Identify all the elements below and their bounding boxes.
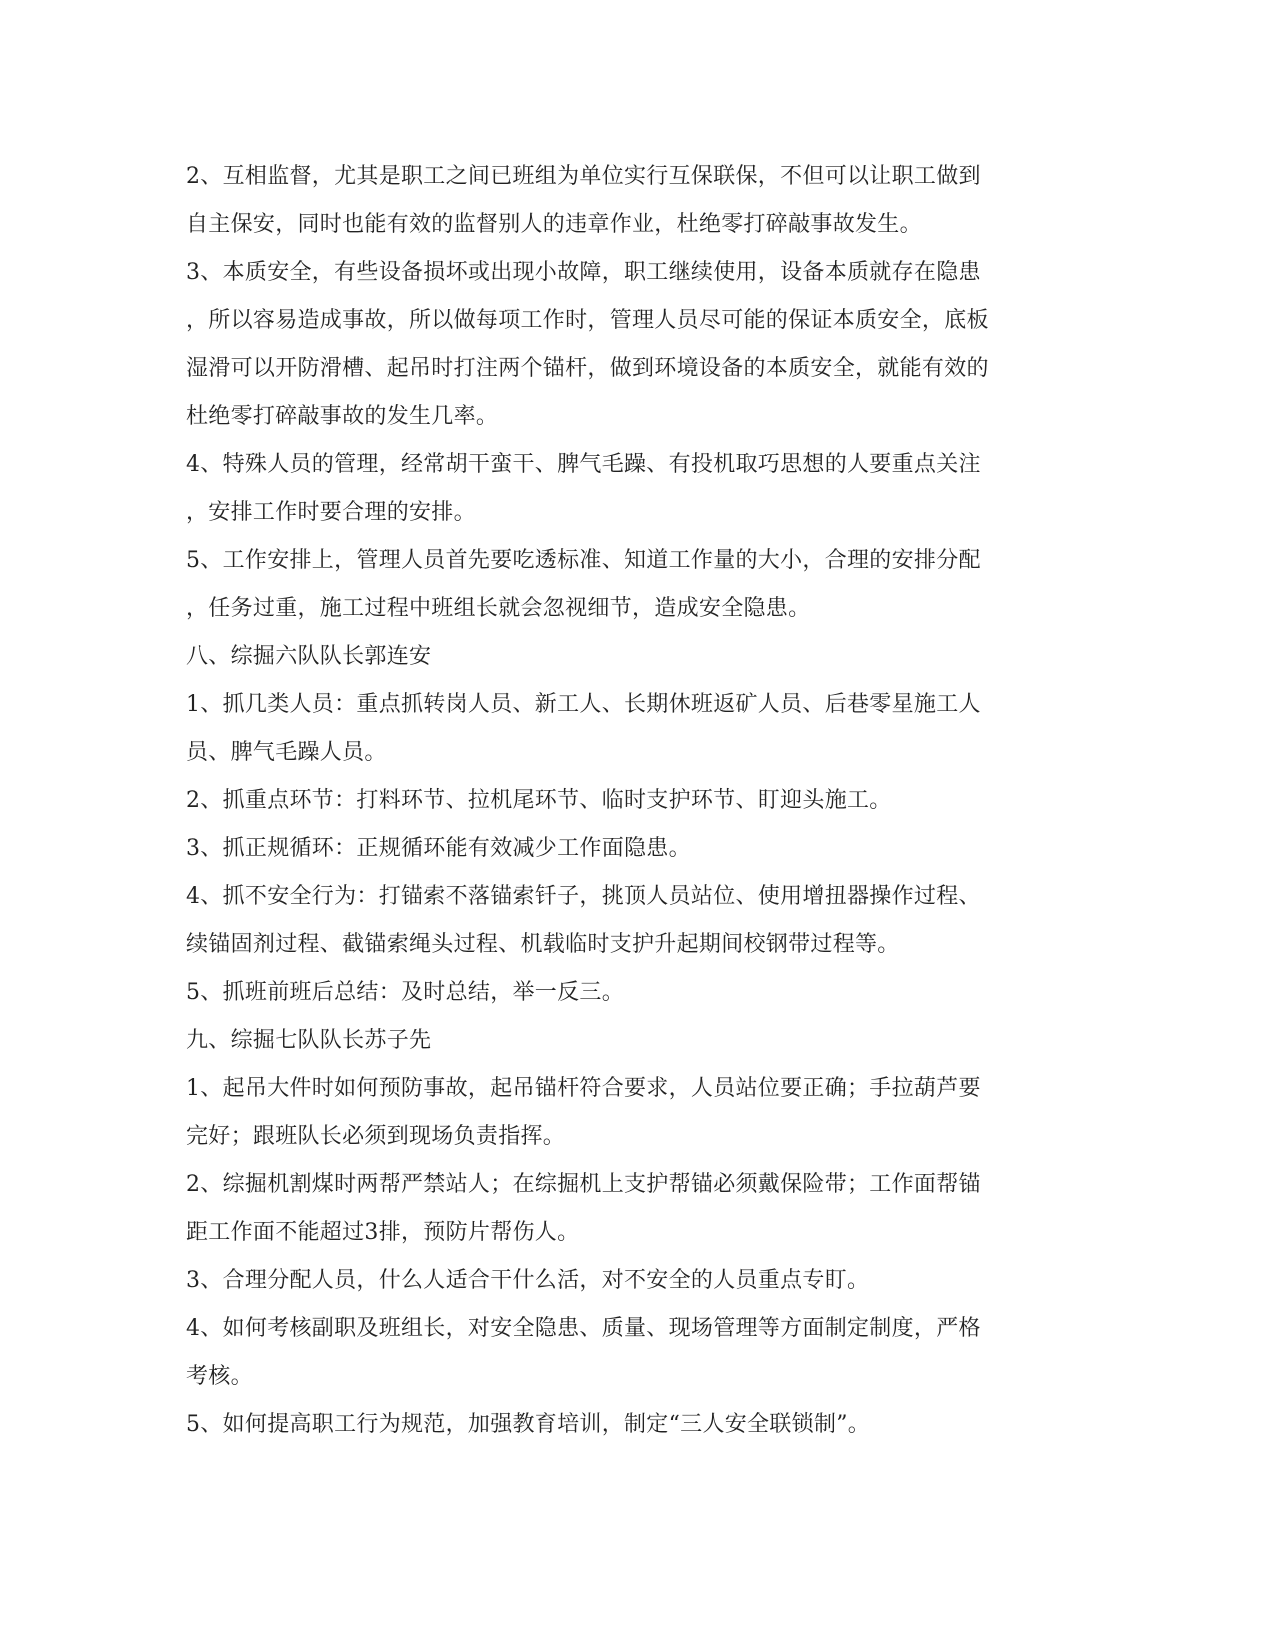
text-line: 员、脾气毛躁人员。 [186,740,387,765]
text-line: 3、本质安全，有些设备损坏或出现小故障，职工继续使用，设备本质就存在隐患 [186,260,981,285]
text-line: 考核。 [186,1364,253,1389]
text-line: 自主保安，同时也能有效的监督别人的违章作业，杜绝零打碎敲事故发生。 [186,212,922,237]
text-line: 杜绝零打碎敲事故的发生几率。 [186,404,499,429]
text-line: 1、起吊大件时如何预防事故，起吊锚杆符合要求，人员站位要正确；手拉葫芦要 [186,1076,981,1101]
text-line: 2、综掘机割煤时两帮严禁站人；在综掘机上支护帮锚必须戴保险带；工作面帮锚 [186,1172,981,1197]
text-line: 续锚固剂过程、截锚索绳头过程、机载临时支护升起期间校钢带过程等。 [186,932,900,957]
section-heading: 九、综掘七队队长苏子先 [186,1028,432,1053]
text-line: 4、抓不安全行为：打锚索不落锚索钎子，挑顶人员站位、使用增扭器操作过程、 [186,884,981,909]
text-line: 5、抓班前班后总结：及时总结，举一反三。 [186,980,624,1005]
text-line: 湿滑可以开防滑槽、起吊时打注两个锚杆，做到环境设备的本质安全，就能有效的 [186,356,989,381]
text-line: ，所以容易造成事故，所以做每项工作时，管理人员尽可能的保证本质安全，底板 [186,308,989,333]
text-line: 2、互相监督，尤其是职工之间已班组为单位实行互保联保，不但可以让职工做到 [186,164,981,189]
text-line: 1、抓几类人员：重点抓转岗人员、新工人、长期休班返矿人员、后巷零星施工人 [186,692,981,717]
section-heading: 八、综掘六队队长郭连安 [186,644,432,669]
text-line: 完好；跟班队长必须到现场负责指挥。 [186,1124,566,1149]
text-line: 3、抓正规循环：正规循环能有效减少工作面隐患。 [186,836,691,861]
text-line: 3、合理分配人员，什么人适合干什么活，对不安全的人员重点专盯。 [186,1268,870,1293]
text-line: 5、工作安排上，管理人员首先要吃透标准、知道工作量的大小，合理的安排分配 [186,548,981,573]
text-line: ，任务过重，施工过程中班组长就会忽视细节，造成安全隐患。 [186,596,811,621]
text-line: 4、如何考核副职及班组长，对安全隐患、质量、现场管理等方面制定制度，严格 [186,1316,981,1341]
text-line: 距工作面不能超过3排，预防片帮伤人。 [186,1220,580,1245]
text-line: 2、抓重点环节：打料环节、拉机尾环节、临时支护环节、盯迎头施工。 [186,788,892,813]
text-line: 4、特殊人员的管理，经常胡干蛮干、脾气毛躁、有投机取巧思想的人要重点关注 [186,452,981,477]
document-body [186,153,1086,1449]
text-line: ，安排工作时要合理的安排。 [186,500,476,525]
text-line: 5、如何提高职工行为规范，加强教育培训，制定“三人安全联锁制”。 [186,1412,871,1437]
